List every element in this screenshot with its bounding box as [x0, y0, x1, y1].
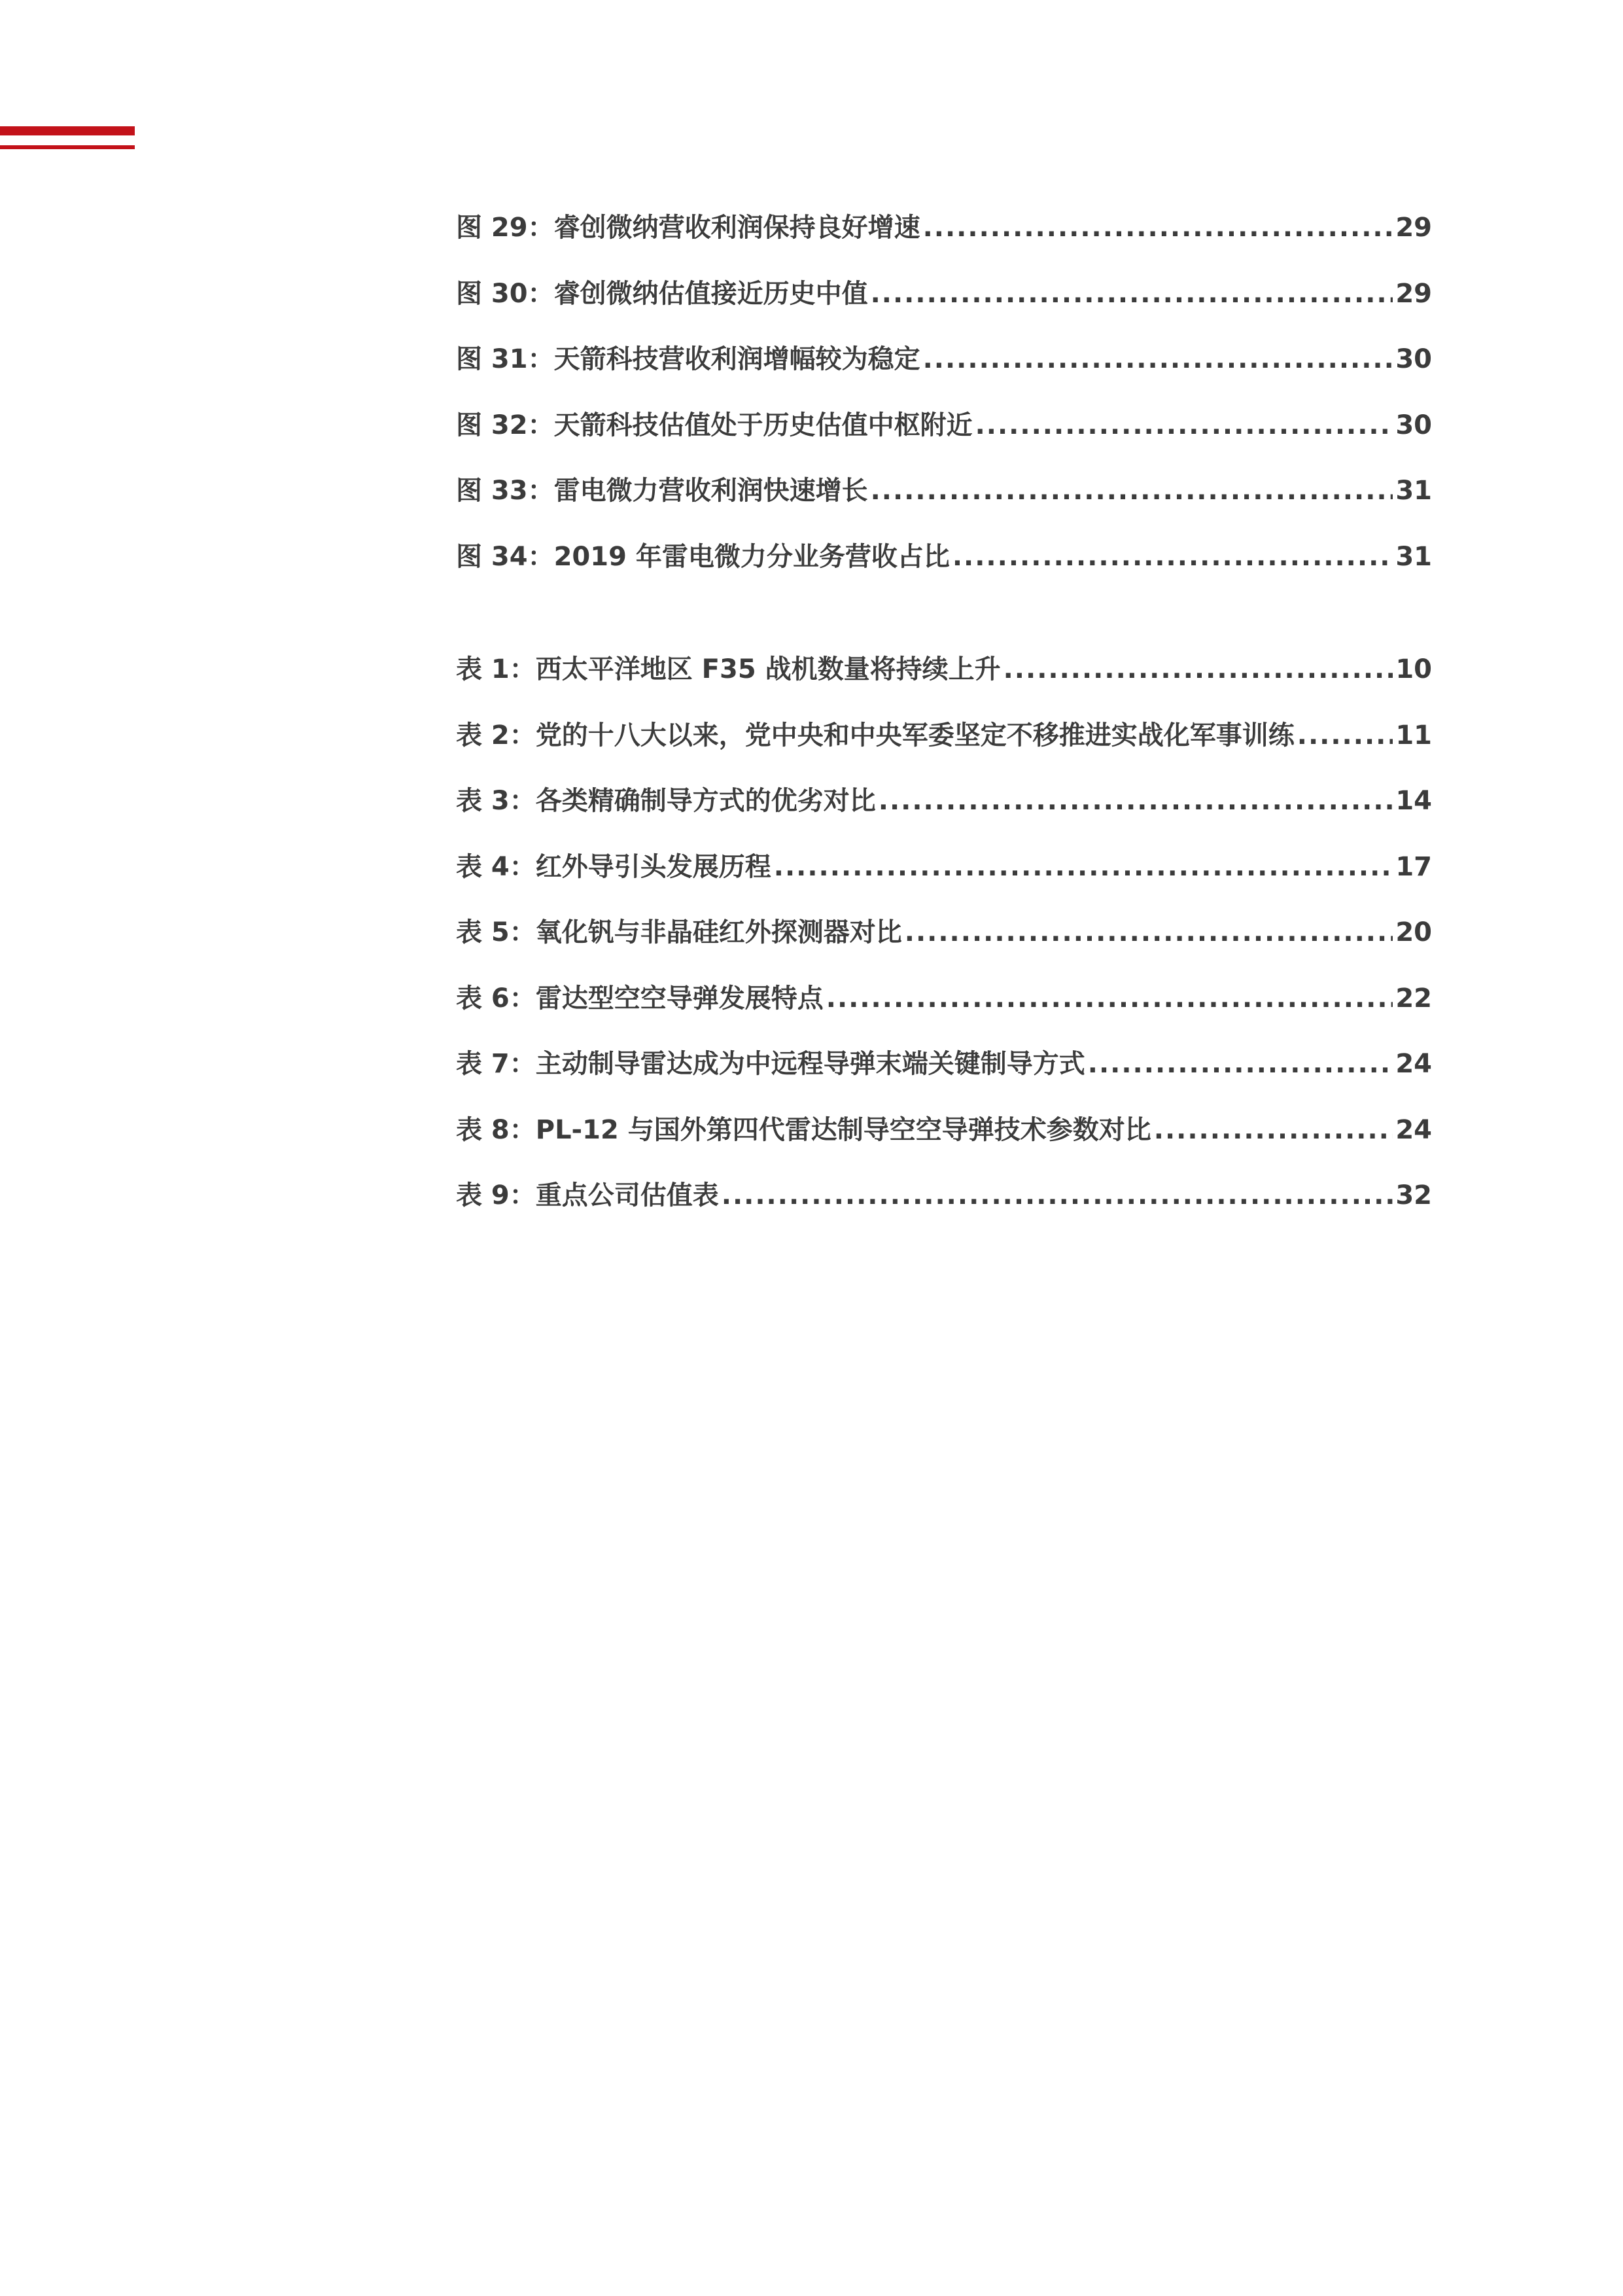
dot-leader [826, 983, 1393, 1014]
figure-list [456, 207, 1432, 601]
toc-entry-figure-33[interactable] [456, 470, 1432, 536]
toc-entry-label: 表 1：西太平洋地区 F35 战机数量将持续上升 [456, 654, 1001, 684]
toc-entry-label: 表 5：氧化钒与非晶硅红外探测器对比 [456, 917, 902, 947]
toc-entry-table-6[interactable] [456, 978, 1432, 1044]
dot-leader [952, 542, 1393, 572]
toc-page-number: 10 [1395, 654, 1432, 684]
toc-entry-label: 图 31：天箭科技营收利润增幅较为稳定 [456, 344, 920, 374]
toc-page-number: 24 [1395, 1049, 1432, 1079]
toc-entry-table-4[interactable] [456, 846, 1432, 912]
toc-page-number: 30 [1395, 344, 1432, 374]
toc-entry-label: 表 6：雷达型空空导弹发展特点 [456, 983, 824, 1014]
header-accent-bar [0, 126, 135, 135]
toc-page-number: 29 [1395, 213, 1432, 243]
dot-leader [1154, 1115, 1393, 1145]
toc-page-number: 29 [1395, 278, 1432, 309]
toc-entry-label: 表 8：PL-12 与国外第四代雷达制导空空导弹技术参数对比 [456, 1114, 1151, 1145]
toc-entry-table-9[interactable] [456, 1174, 1432, 1241]
toc-page-number: 17 [1395, 851, 1432, 882]
toc-entry-table-7[interactable] [456, 1043, 1432, 1109]
toc-entry-label: 图 30：睿创微纳估值接近历史中值 [456, 278, 868, 309]
toc-entry-table-5[interactable] [456, 911, 1432, 978]
dot-leader [923, 213, 1393, 243]
header-accent-line [0, 145, 135, 149]
toc-page-number: 32 [1395, 1180, 1432, 1210]
toc-page-number: 24 [1395, 1114, 1432, 1145]
dot-leader [923, 344, 1393, 374]
dot-leader [879, 786, 1393, 816]
dot-leader [1297, 720, 1393, 751]
toc-page-number: 14 [1395, 786, 1432, 816]
toc-entry-label: 表 2：党的十八大以来，党中央和中央军委坚定不移推进实战化军事训练 [456, 720, 1295, 751]
toc-page-number: 31 [1395, 541, 1432, 572]
toc-entry-table-8[interactable] [456, 1109, 1432, 1175]
toc-page-number: 30 [1395, 410, 1432, 440]
toc-entry-label: 表 7：主动制导雷达成为中远程导弹末端关键制导方式 [456, 1049, 1085, 1079]
toc-page-number: 20 [1395, 917, 1432, 947]
toc-entry-label: 表 3：各类精确制导方式的优劣对比 [456, 786, 876, 816]
dot-leader [871, 279, 1393, 309]
toc-entry-label: 表 4：红外导引头发展历程 [456, 851, 771, 882]
toc-entry-table-1[interactable] [456, 648, 1432, 715]
dot-leader [871, 476, 1393, 506]
dot-leader [905, 917, 1393, 947]
toc-page-number: 11 [1395, 720, 1432, 751]
dot-leader [722, 1180, 1393, 1210]
toc-entry-figure-29[interactable] [456, 207, 1432, 273]
toc-entry-label: 图 32：天箭科技估值处于历史估值中枢附近 [456, 410, 973, 440]
toc-entry-table-2[interactable] [456, 715, 1432, 781]
table-list [456, 648, 1432, 1241]
toc-page-number: 31 [1395, 476, 1432, 506]
toc-entry-figure-30[interactable] [456, 273, 1432, 339]
toc-entry-label: 表 9：重点公司估值表 [456, 1180, 719, 1210]
toc-entry-label: 图 33：雷电微力营收利润快速增长 [456, 476, 868, 506]
dot-leader [1003, 654, 1393, 684]
dot-leader [774, 852, 1393, 882]
toc-entry-label: 图 29：睿创微纳营收利润保持良好增速 [456, 213, 920, 243]
toc-entry-label: 图 34：2019 年雷电微力分业务营收占比 [456, 541, 950, 572]
toc-entry-figure-34[interactable] [456, 536, 1432, 602]
dot-leader [1088, 1049, 1393, 1079]
dot-leader [975, 410, 1393, 440]
toc-entry-table-3[interactable] [456, 780, 1432, 846]
toc-entry-figure-31[interactable] [456, 338, 1432, 404]
toc-entry-figure-32[interactable] [456, 404, 1432, 470]
toc-page-number: 22 [1395, 983, 1432, 1014]
